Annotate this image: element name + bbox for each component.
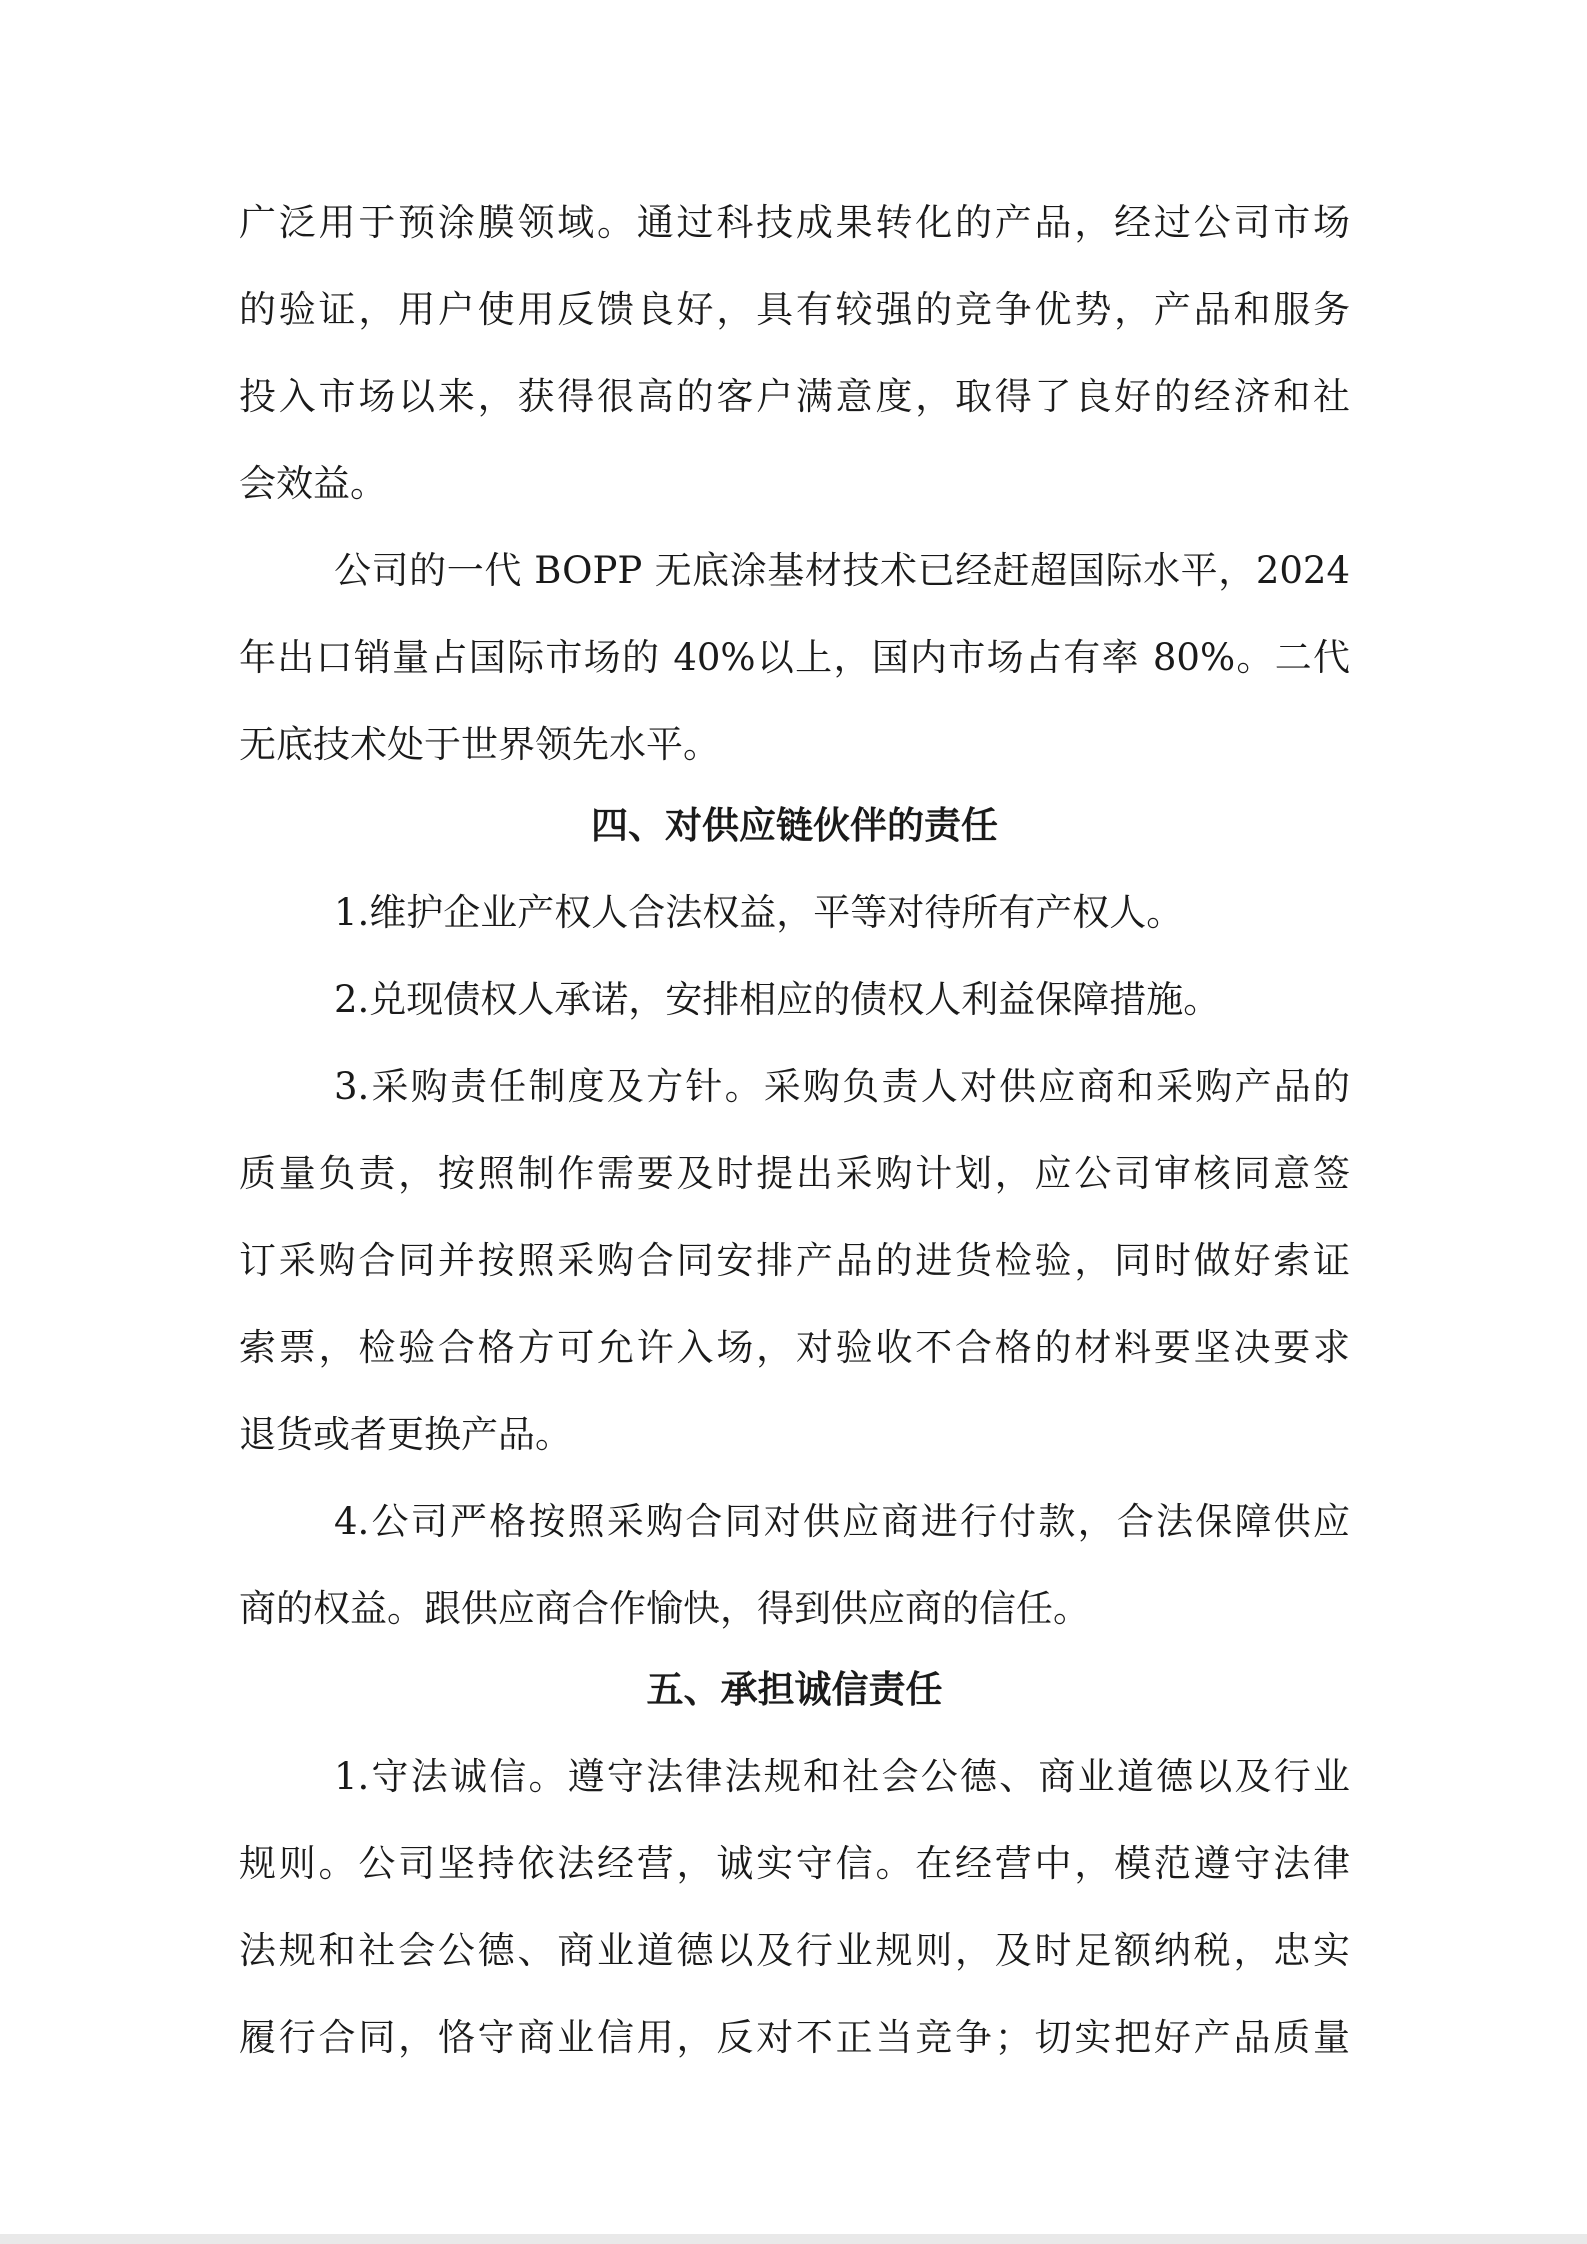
paragraph-line: 会效益。 [239,462,387,505]
paragraph-line: 质量负责，按照制作需要及时提出采购计划，应公司审核同意签 [239,1152,1350,1195]
scan-bottom-edge [0,2234,1587,2244]
paragraph-line: 退货或者更换产品。 [239,1413,572,1456]
section-heading-5: 五、承担诚信责任 [646,1668,943,1711]
list-item: 4.公司严格按照采购合同对供应商进行付款，合法保障供应 [334,1500,1350,1543]
paragraph-line: 索票，检验合格方可允许入场，对验收不合格的材料要坚决要求 [239,1326,1350,1369]
paragraph-line: 的验证，用户使用反馈良好，具有较强的竞争优势，产品和服务 [239,288,1350,331]
paragraph-line: 年出口销量占国际市场的 40%以上，国内市场占有率 80%。二代 [239,636,1350,679]
list-item: 1.维护企业产权人合法权益，平等对待所有产权人。 [334,891,1184,934]
list-item: 1.守法诚信。遵守法律法规和社会公德、商业道德以及行业 [334,1755,1350,1798]
paragraph-line: 商的权益。跟供应商合作愉快，得到供应商的信任。 [239,1587,1090,1630]
list-item: 2.兑现债权人承诺，安排相应的债权人利益保障措施。 [334,978,1221,1021]
section-heading-4: 四、对供应链伙伴的责任 [591,804,998,847]
paragraph-line: 广泛用于预涂膜领域。通过科技成果转化的产品，经过公司市场 [239,201,1350,244]
paragraph-line: 无底技术处于世界领先水平。 [239,723,720,766]
paragraph-line: 法规和社会公德、商业道德以及行业规则，及时足额纳税，忠实 [239,1929,1350,1972]
paragraph-line: 公司的一代 BOPP 无底涂基材技术已经赶超国际水平，2024 [334,549,1350,592]
paragraph-line: 订采购合同并按照采购合同安排产品的进货检验，同时做好索证 [239,1239,1350,1282]
paragraph-line: 规则。公司坚持依法经营，诚实守信。在经营中，模范遵守法律 [239,1842,1350,1885]
paragraph-line: 投入市场以来，获得很高的客户满意度，取得了良好的经济和社 [239,375,1350,418]
list-item: 3.采购责任制度及方针。采购负责人对供应商和采购产品的 [334,1065,1350,1108]
paragraph-line: 履行合同，恪守商业信用，反对不正当竞争；切实把好产品质量 [239,2016,1350,2059]
